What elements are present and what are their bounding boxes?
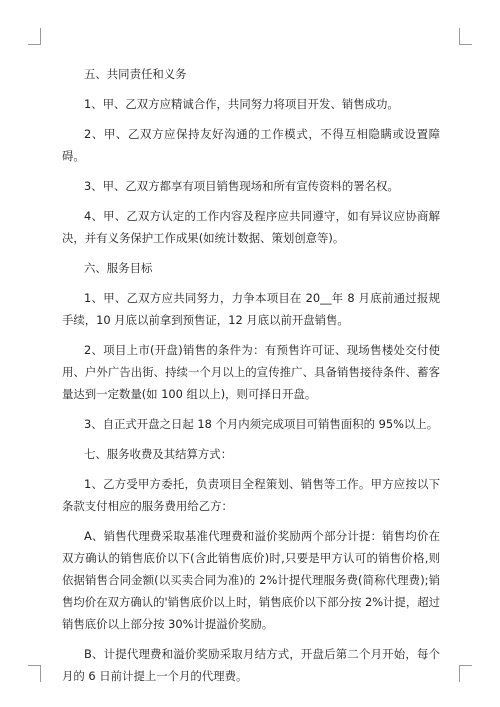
crop-mark-top-right <box>459 28 472 45</box>
document-body <box>62 63 440 695</box>
crop-mark-bottom-right <box>459 665 472 682</box>
crop-mark-top-left <box>28 28 41 45</box>
paragraph: 1、乙方受甲方委托，负责项目全程策划、销售等工作。甲方应按以下条款支付相应的服务费用给乙方： <box>62 477 440 513</box>
paragraph: 3、自正式开盘之日起 18 个月内须完成项目可销售面积的 95%以上。 <box>84 417 439 431</box>
paragraph: 3、甲、乙双方都享有项目销售现场和所有宣传资料的署名权。 <box>84 179 399 193</box>
paragraph: A、销售代理费采取基准代理费和溢价奖励两个部分计提：销售均价在双方确认的销售底价以下(含此销售底价)时,只要是甲方认可的销售价格,则依据销售合同金额(以买卖合同为准)的 2%计提代理服务费(简称代理费);销售均价在双方确认的'销售底价以上时，销售底价以下部分按 2%计提，超过销售底价以上部分按 30%计提溢价奖励。 <box>62 529 440 631</box>
paragraph: B、计提代理费和溢价奖励采取月结方式，开盘后第二个月开始，每个月的 6 日前计提上一个月的代理费。 <box>62 647 440 683</box>
paragraph: 1、甲、乙双方应精诚合作，共同努力将项目开发、销售成功。 <box>84 97 399 111</box>
crop-mark-bottom-left <box>28 665 41 682</box>
paragraph: 4、甲、乙双方认定的工作内容及程序应共同遵守，如有异议应协商解决，并有义务保护工作成果(如统计数据、策划创意等)。 <box>62 209 440 245</box>
paragraph: 1、甲、乙双方应共同努力，力争本项目在 20__年 8 月底前通过报规手续，10 月底以前拿到预售证，12 月底以前开盘销售。 <box>62 291 440 327</box>
section-heading-responsibilities: 五、共同责任和义务 <box>84 67 187 81</box>
section-heading-service-goals: 六、服务目标 <box>84 261 153 275</box>
section-heading-fees: 七、服务收费及其结算方式： <box>84 447 233 461</box>
paragraph: 2、项目上市(开盘)销售的条件为：有预售许可证、现场售楼处交付使用、户外广告出街、持续一个月以上的宣传推广、具备销售接待条件、蓄客量达到一定数量(如 100 组以上)，则可择日开盘。 <box>62 343 440 401</box>
paragraph: 2、甲、乙双方应保持友好沟通的工作模式，不得互相隐瞒或设置障碍。 <box>62 127 440 163</box>
